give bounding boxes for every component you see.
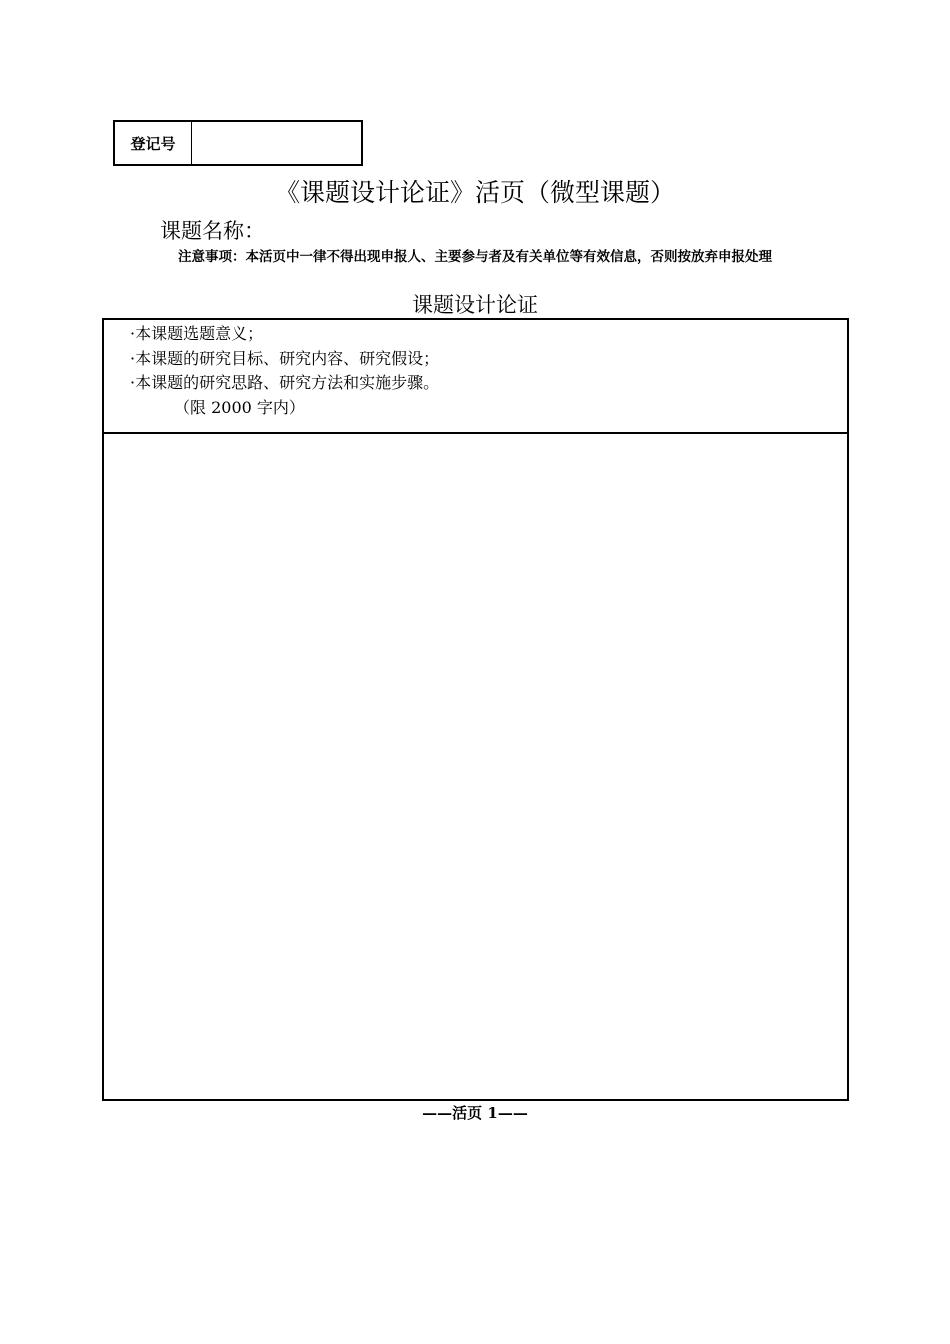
- registration-number-field[interactable]: [192, 122, 361, 164]
- instruction-item: ·本课题选题意义；: [130, 324, 264, 343]
- writing-area[interactable]: [104, 434, 847, 1101]
- registration-label: 登记号: [115, 122, 192, 164]
- topic-name-label: 课题名称：: [160, 219, 265, 243]
- registration-box: [113, 120, 363, 166]
- instruction-item: ·本课题的研究目标、研究内容、研究假设；: [130, 348, 440, 368]
- word-limit-note: （限 2000 字内）: [174, 397, 305, 417]
- section-title: 课题设计论证: [412, 293, 538, 317]
- argument-table: [102, 318, 849, 1101]
- instruction-item: ·本课题的研究思路、研究方法和实施步骤。: [130, 373, 440, 392]
- page-footer: ——活页 1——: [422, 1104, 528, 1122]
- notice-text: 注意事项：本活页中一律不得出现申报人、主要参与者及有关单位等有效信息，否则按放弃申报处理: [178, 249, 772, 265]
- instructions-cell: [104, 320, 847, 434]
- page-title: 《课题设计论证》活页（微型课题）: [274, 178, 675, 207]
